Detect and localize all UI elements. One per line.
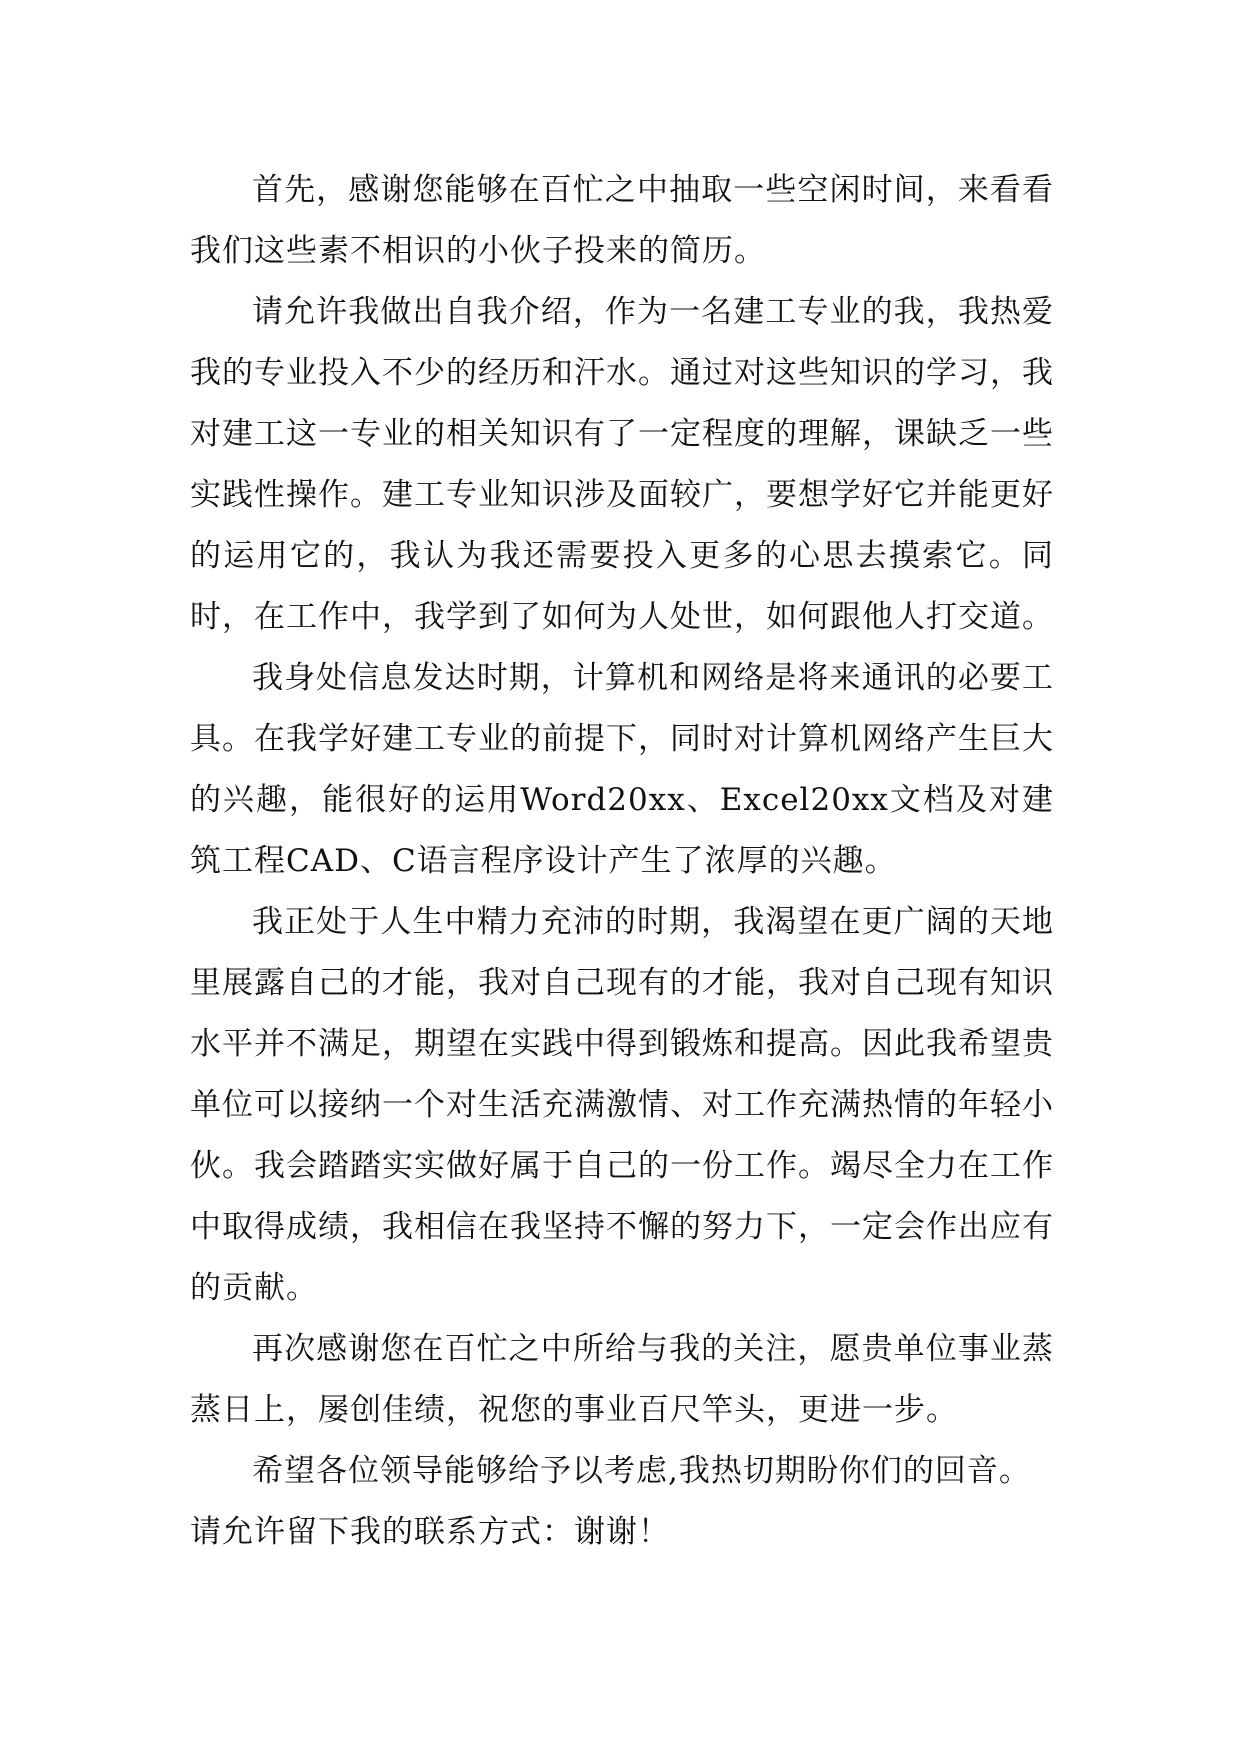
paragraph-contact: 请允许留下我的联系方式：谢谢！: [190, 1514, 670, 1550]
paragraph-aspirations: 我正处于人生中精力充沛的时期，我渴望在更广阔的天地里展露自己的才能，我对自己现有的才能，我对自己现有知识水平并不满足，期望在实践中得到锻炼和提高。因此我希望贵单位可以接纳一个对生活充满激情、对工作充满热情的年轻小伙。我会踏踏实实做好属于自己的一份工作。竭尽全力在工作中取得成绩，我相信在我坚持不懈的努力下，一定会作出应有的贡献。: [190, 904, 1054, 1306]
paragraph-computer-skills: 我身处信息发达时期，计算机和网络是将来通讯的必要工具。在我学好建工专业的前提下，同时对计算机网络产生巨大的兴趣，能很好的运用Word20xx、Excel20xx文档及对建筑工程CAD、C语言程序设计产生了浓厚的兴趣。: [190, 660, 1054, 879]
letter-body: [190, 160, 1054, 1563]
paragraph-hope: 希望各位领导能够给予以考虑,我热切期盼你们的回音。: [252, 1453, 1031, 1489]
paragraph-greeting: 首先，感谢您能够在百忙之中抽取一些空闲时间，来看看我们这些素不相识的小伙子投来的简历。: [190, 172, 1054, 269]
paragraph-thanks: 再次感谢您在百忙之中所给与我的关注，愿贵单位事业蒸蒸日上，屡创佳绩，祝您的事业百尺竿头，更进一步。: [190, 1331, 1054, 1428]
paragraph-self-introduction: 请允许我做出自我介绍，作为一名建工专业的我，我热爱我的专业投入不少的经历和汗水。通过对这些知识的学习，我对建工这一专业的相关知识有了一定程度的理解，课缺乏一些实践性操作。建工专业知识涉及面较广，要想学好它并能更好的运用它的，我认为我还需要投入更多的心思去摸索它。同时，在工作中，我学到了如何为人处世，如何跟他人打交道。: [190, 294, 1054, 635]
